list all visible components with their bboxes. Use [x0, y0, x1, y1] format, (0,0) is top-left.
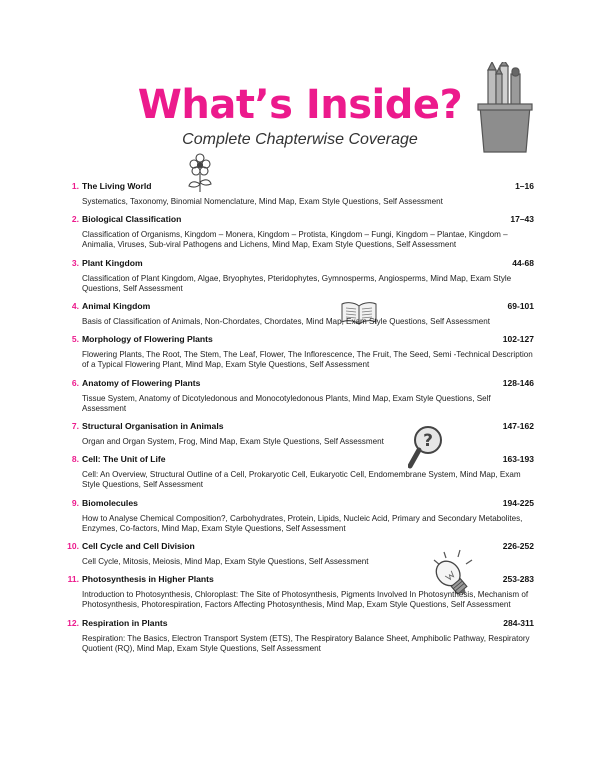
chapter-number: 1.: [71, 181, 79, 191]
chapter-number: 6.: [71, 377, 79, 388]
chapter-topics: Organ and Organ System, Frog, Mind Map, Exam Style Questions, Self Assessment: [82, 437, 384, 447]
chapter-heading-row: [71, 214, 534, 228]
chapter-page-range: 17–43: [510, 214, 534, 225]
chapter-topics: Respiration: The Basics, Electron Transport System (ETS), The Respiratory Balance Sheet, Amphibolic Pathway, Respiratory Quotient (RQ), Mind Map, Exam Style Questions, Self Assessment: [82, 633, 530, 653]
chapter-title: Animal Kingdom: [82, 301, 151, 312]
chapter-heading-row: [67, 617, 534, 632]
chapter-number: 9.: [71, 497, 79, 508]
chapter-topics: Cell: An Overview, Structural Outline of a Cell, Prokaryotic Cell, Eukaryotic Cell, Endomembrane System, Mind Map, Exam Style Questions, Self Assessment: [82, 470, 521, 490]
chapter-number: 3.: [71, 257, 79, 268]
chapter-topics: Systematics, Taxonomy, Binomial Nomenclature, Mind Map, Exam Style Questions, Self Assessment: [82, 197, 443, 206]
chapter-number: 8.: [71, 454, 79, 465]
chapter-title: Structural Organisation in Animals: [82, 421, 224, 432]
chapter-page-range: 1–16: [515, 181, 534, 191]
chapter-page-range: 194-225: [502, 497, 534, 508]
chapter-entry: [71, 214, 534, 250]
chapter-heading-row: [71, 421, 534, 435]
chapter-heading-row: [67, 574, 534, 588]
chapter-title: Biomolecules: [82, 497, 138, 508]
chapter-number: 12.: [67, 617, 79, 628]
chapter-number: 2.: [71, 214, 79, 225]
chapter-page-range: 128-146: [502, 377, 534, 388]
chapter-page-range: 102-127: [502, 334, 534, 345]
chapter-number: 7.: [71, 421, 79, 432]
chapter-title: Plant Kingdom: [82, 257, 143, 268]
chapter-topics: Classification of Organisms, Kingdom – Monera, Kingdom – Protista, Kingdom – Fungi, Kingdom – Plantae, Kingdom – Animalia, Viruses, Sub-viral Pathogens and Lichens, Mind Map, Exam Style Questions, Self Assessment: [82, 230, 508, 250]
chapter-page-range: 69-101: [507, 301, 534, 312]
chapter-number: 4.: [71, 301, 79, 312]
chapter-number: 5.: [71, 334, 79, 345]
chapter-entry: [71, 421, 534, 447]
chapter-page-range: 44-68: [512, 257, 534, 268]
chapter-topics: Cell Cycle, Mitosis, Meiosis, Mind Map, Exam Style Questions, Self Assessment: [82, 557, 369, 567]
chapter-heading-row: [71, 301, 534, 315]
svg-text:?: ?: [423, 431, 433, 451]
chapter-entry: [71, 301, 534, 327]
page-subtitle: Complete Chapterwise Coverage: [182, 131, 418, 148]
chapter-entry: [71, 334, 534, 370]
chapter-entry: [71, 181, 534, 207]
chapter-number: 11.: [67, 574, 79, 585]
chapter-page-range: 284-311: [503, 617, 534, 628]
chapter-topics: How to Analyse Chemical Composition?, Carbohydrates, Protein, Lipids, Nucleic Acid, Primary and Secondary Metabolites, Enzymes, Co-factors, Mind Map, Exam Style Questions, Self Assessment: [82, 513, 523, 533]
chapter-page-range: 226-252: [502, 541, 534, 552]
chapter-heading-row: [71, 334, 534, 348]
chapter-topics: Tissue System, Anatomy of Dicotyledonous and Monocotyledonous Plants, Mind Map, Exam Style Questions, Self Assessment: [82, 393, 491, 413]
chapter-title: Cell: The Unit of Life: [82, 454, 166, 465]
chapter-heading-row: [71, 257, 534, 272]
page-title: What’s Inside?: [137, 82, 463, 128]
chapter-entry: [67, 617, 534, 654]
chapter-heading-row: [71, 181, 534, 195]
chapter-topics: Flowering Plants, The Root, The Stem, The Leaf, Flower, The Inflorescence, The Fruit, The Seed, Semi -Technical Description of a Typical Flowering Plant, Mind Map, Exam Style Questions, Self Assessment: [82, 350, 533, 370]
chapter-title: The Living World: [82, 181, 152, 191]
chapter-topics: Introduction to Photosynthesis, Chloroplast: The Site of Photosynthesis, Pigments Involved In Photosynthesis, Mechanism of Photosynthesis, Photorespiration, Factors Affecting Photosynthesis, Mind Map, Exam Style Questions, Self Assessment: [82, 590, 529, 610]
chapter-heading-row: [71, 454, 534, 468]
chapter-number: 10.: [67, 541, 79, 552]
chapter-title: Cell Cycle and Cell Division: [82, 541, 195, 552]
chapter-entry: [71, 377, 534, 414]
chapter-entry: [71, 497, 534, 534]
chapter-entry: [71, 257, 534, 294]
chapter-title: Biological Classification: [82, 214, 182, 225]
chapter-title: Photosynthesis in Higher Plants: [82, 574, 214, 585]
chapter-heading-row: [71, 497, 534, 512]
chapter-entry: [71, 454, 534, 490]
chapter-title: Anatomy of Flowering Plants: [82, 377, 201, 388]
chapter-entry: [67, 574, 534, 610]
chapter-topics: Basis of Classification of Animals, Non-Chordates, Chordates, Mind Map, Exam Style Questions, Self Assessment: [82, 317, 491, 327]
chapter-title: Morphology of Flowering Plants: [82, 334, 213, 345]
chapter-page-range: 163-193: [502, 454, 534, 465]
chapter-heading-row: [67, 541, 534, 555]
chapter-heading-row: [71, 377, 534, 392]
chapter-topics: Classification of Plant Kingdom, Algae, Bryophytes, Pteridophytes, Gymnosperms, Angiosperms, Mind Map, Exam Style Questions, Self Assessment: [82, 273, 512, 293]
pencil-cup-icon: [474, 62, 536, 154]
chapter-title: Respiration in Plants: [82, 617, 168, 628]
table-of-contents: [67, 181, 534, 661]
chapter-page-range: 147-162: [502, 421, 534, 432]
chapter-page-range: 253-283: [502, 574, 534, 585]
chapter-entry: [67, 541, 534, 567]
